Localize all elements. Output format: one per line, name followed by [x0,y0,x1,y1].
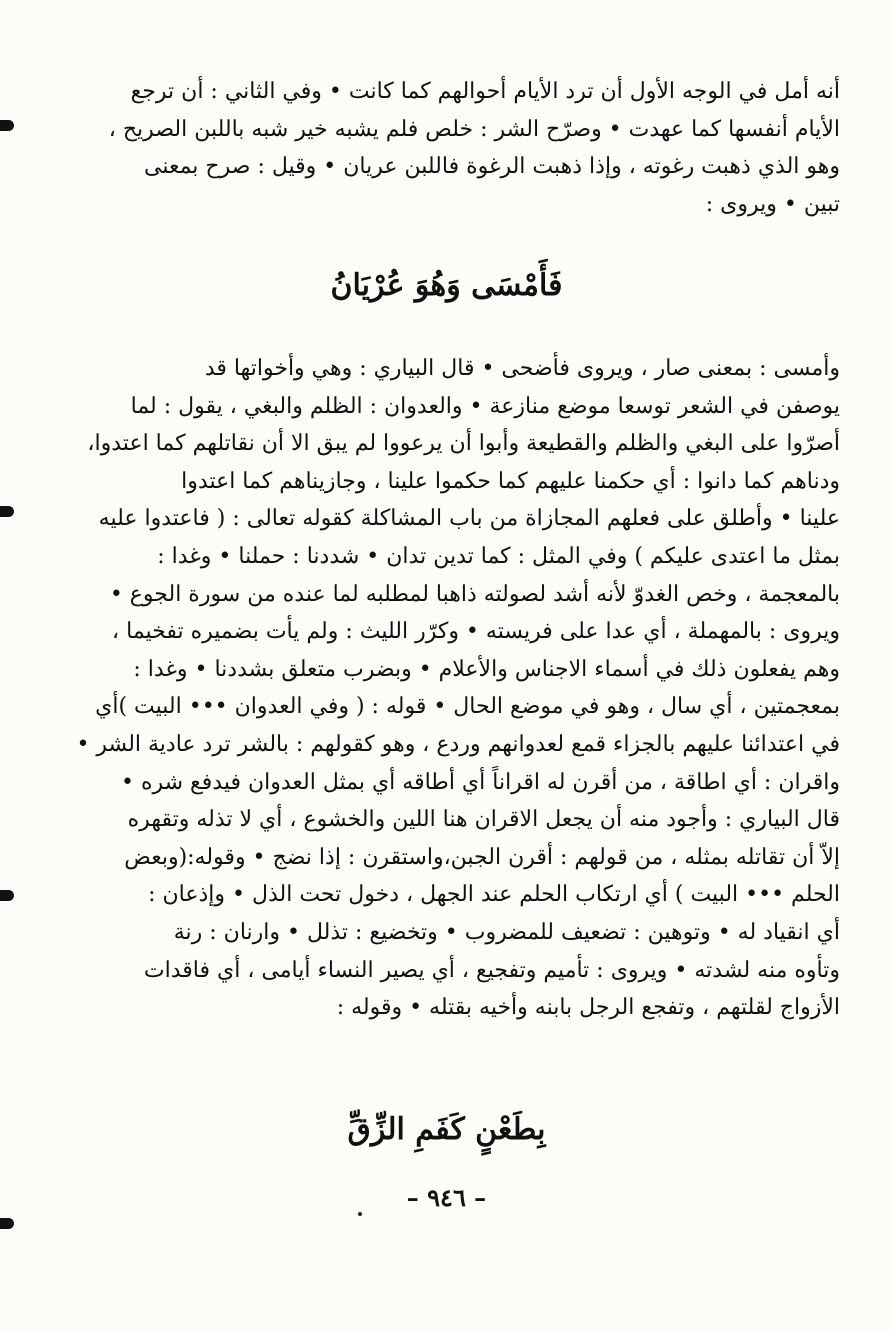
text-line: وتأوه منه لشدته • ويروى : تأميم وتفجيع ، أي يصير النساء أيامى ، أي فاقدات [143,957,840,983]
text-line: بمعجمتين ، أي سال ، وهو في موضع الحال • قوله : ( وفي العدوان ••• البيت )أي [95,694,840,720]
text-line: الأزواج لقلتهم ، وتفجع الرجل بابنه وأخيه بقتله • وقوله : [336,995,840,1021]
text-line: وهم يفعلون ذلك في أسماء الاجناس والأعلام • وبضرب متعلق بشددنا • وغدا : [133,656,840,682]
margin-mark [0,890,14,901]
text-line: ودناهم كما دانوا : أي حكمنا عليهم كما حكموا علينا ، وجازيناهم كما اعتدوا [181,468,840,494]
verse-line: بِطَعْنٍ كَفَمِ الزِّقِّ [347,1112,546,1147]
speck [358,1212,362,1216]
text-line: يوصفن في الشعر توسعا موضع منازعة • والعدوان : الظلم والبغي ، يقول : لما [130,393,840,419]
paragraph-2 [45,350,840,1027]
verse-line: فَأَمْسَى وَهُوَ عُرْيَانُ [330,268,563,303]
text-line: بالمعجمة ، وخص الغدوّ لأنه أشد لصولته ذاهبا لمطلبه لما عنده من سورة الجوع • [109,581,840,607]
paragraph-1 [45,73,840,223]
margin-mark [0,506,14,517]
text-line: وهو الذي ذهبت رغوته ، وإذا ذهبت الرغوة فاللبن عريان • وقيل : صرح بمعنى [144,154,840,180]
text-line: أي انقياد له • وتوهين : تضعيف للمضروب • وتخضيع : تذلل • وارنان : رنة [173,919,840,945]
text-line: أنه أمل في الوجه الأول أن ترد الأيام أحوالهم كما كانت • وفي الثاني : أن ترجع [130,79,840,104]
text-line: أصرّوا على البغي والظلم والقطيعة وأبوا أن يرعووا لم يبق الا أن نقاتلهم كما اعتدوا، [87,431,840,457]
text-line: تبين • ويروى : [705,191,840,217]
margin-mark [0,120,14,131]
text-line: الحلم ••• البيت ) أي ارتكاب الحلم عند الجهل ، دخول تحت الذل • وإذعان : [148,882,840,908]
text-line: في اعتدائنا عليهم بالجزاء قمع لعدوانهم وردع ، وهو كقولهم : بالشر ترد عادية الشر • [76,731,840,757]
text-line: إلاّ أن تقاتله بمثله ، من قولهم : أقرن الجبن،واستقرن : إذا نضج • وقوله:(وبعض [124,844,840,870]
text-line: الأيام أنفسها كما عهدت • وصرّح الشر : خلص فلم يشبه خير شبه باللبن الصريح ، [108,116,840,142]
page-number: – ٩٤٦ – [406,1183,487,1212]
text-line: علينا • وأطلق على فعلهم المجازاة من باب المشاكلة كقوله تعالى : ( فاعتدوا عليه [98,506,840,532]
margin-mark [0,1218,14,1229]
text-line: وأمسى : بمعنى صار ، ويروى فأضحى • قال البياري : وهي وأخواتها قد [204,356,840,381]
text-line: ويروى : بالمهملة ، أي عدا على فريسته • وكرّر الليث : ولم يأت بضميره تفخيما ، [112,619,840,645]
text-line: قال البياري : وأجود منه أن يجعل الاقران هنا اللين والخشوع ، أي لا تذله وتقهره [127,807,840,833]
text-line: واقران : أي اطاقة ، من أقرن له اقراناً أي أطاقه أي بمثل العدوان فيدفع شره • [120,769,840,795]
text-line: بمثل ما اعتدى عليكم ) وفي المثل : كما تدين تدان • شددنا : حملنا • وغدا : [157,543,840,569]
